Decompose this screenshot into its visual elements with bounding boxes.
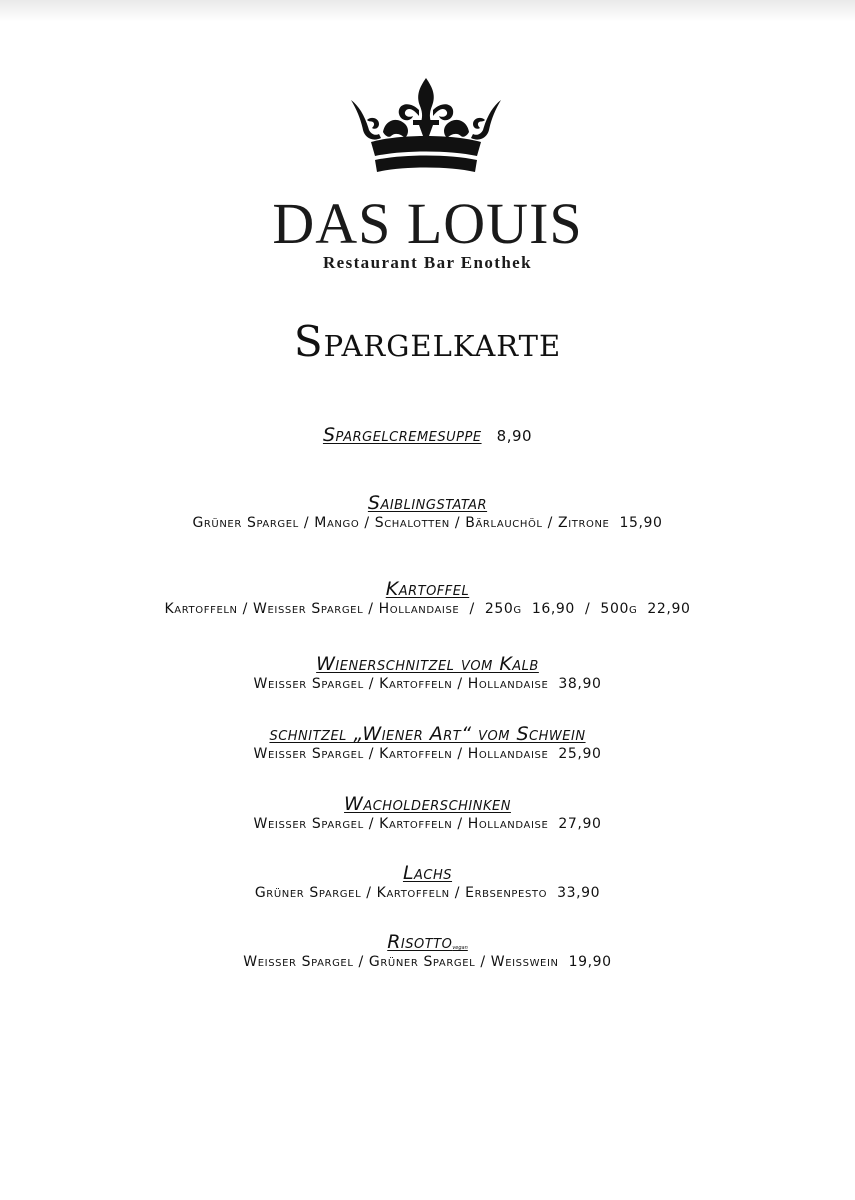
menu-item (0, 931, 855, 970)
page-title: Spargelkarte (293, 317, 562, 366)
dish-name: Spargelcremesuppe (322, 424, 482, 446)
dish-price: 27,90 (558, 816, 602, 832)
dish-price: 33,90 (557, 885, 601, 901)
menu-item (0, 723, 855, 762)
dish-description: Grüner Spargel / Kartoffeln / Erbsenpesto (254, 885, 548, 901)
menu-item (0, 653, 855, 692)
brand-name: DAS LOUIS (272, 191, 583, 256)
dish-name: Risotto (387, 931, 453, 953)
dish-name: schnitzel „Wiener Art“ vom Schwein (269, 723, 586, 745)
brand-subtitle: Restaurant Bar Enothek (322, 253, 532, 272)
menu-item (0, 793, 855, 832)
page-top-shadow (0, 0, 855, 22)
dish-name: Lachs (402, 862, 453, 884)
dish-price: 38,90 (558, 676, 602, 692)
page-bottom (0, 1196, 855, 1200)
dish-description: Weisser Spargel / Kartoffeln / Hollandaise (253, 746, 549, 762)
dish-description: Weisser Spargel / Grüner Spargel / Weisswein (243, 954, 559, 970)
menu-item (0, 578, 855, 617)
dish-name: Saiblingstatar (367, 492, 488, 514)
menu-item (0, 862, 855, 901)
dish-name: Wienerschnitzel vom Kalb (316, 653, 539, 675)
dish-description: Weisser Spargel / Kartoffeln / Hollandaise (253, 676, 549, 692)
crown-icon (349, 76, 503, 178)
dish-price: 15,90 (619, 515, 663, 531)
dish-name: Wacholderschinken (344, 793, 511, 815)
dish-description: Weisser Spargel / Kartoffeln / Hollandaise (253, 816, 549, 832)
dish-description: Grüner Spargel / Mango / Schalotten / Bärlauchöl / Zitrone (192, 515, 610, 531)
dish-price: 25,90 (558, 746, 602, 762)
menu-item (0, 424, 855, 446)
dish-price: 8,90 (496, 427, 533, 445)
dish-name: Kartoffel (385, 578, 470, 600)
menu-item (0, 492, 855, 531)
dish-price: 19,90 (568, 954, 612, 970)
dish-description: Kartoffeln / Weisser Spargel / Hollandaise / 250g 16,90 / 500g 22,90 (164, 601, 691, 617)
vegan-tag: vegan (452, 945, 468, 951)
